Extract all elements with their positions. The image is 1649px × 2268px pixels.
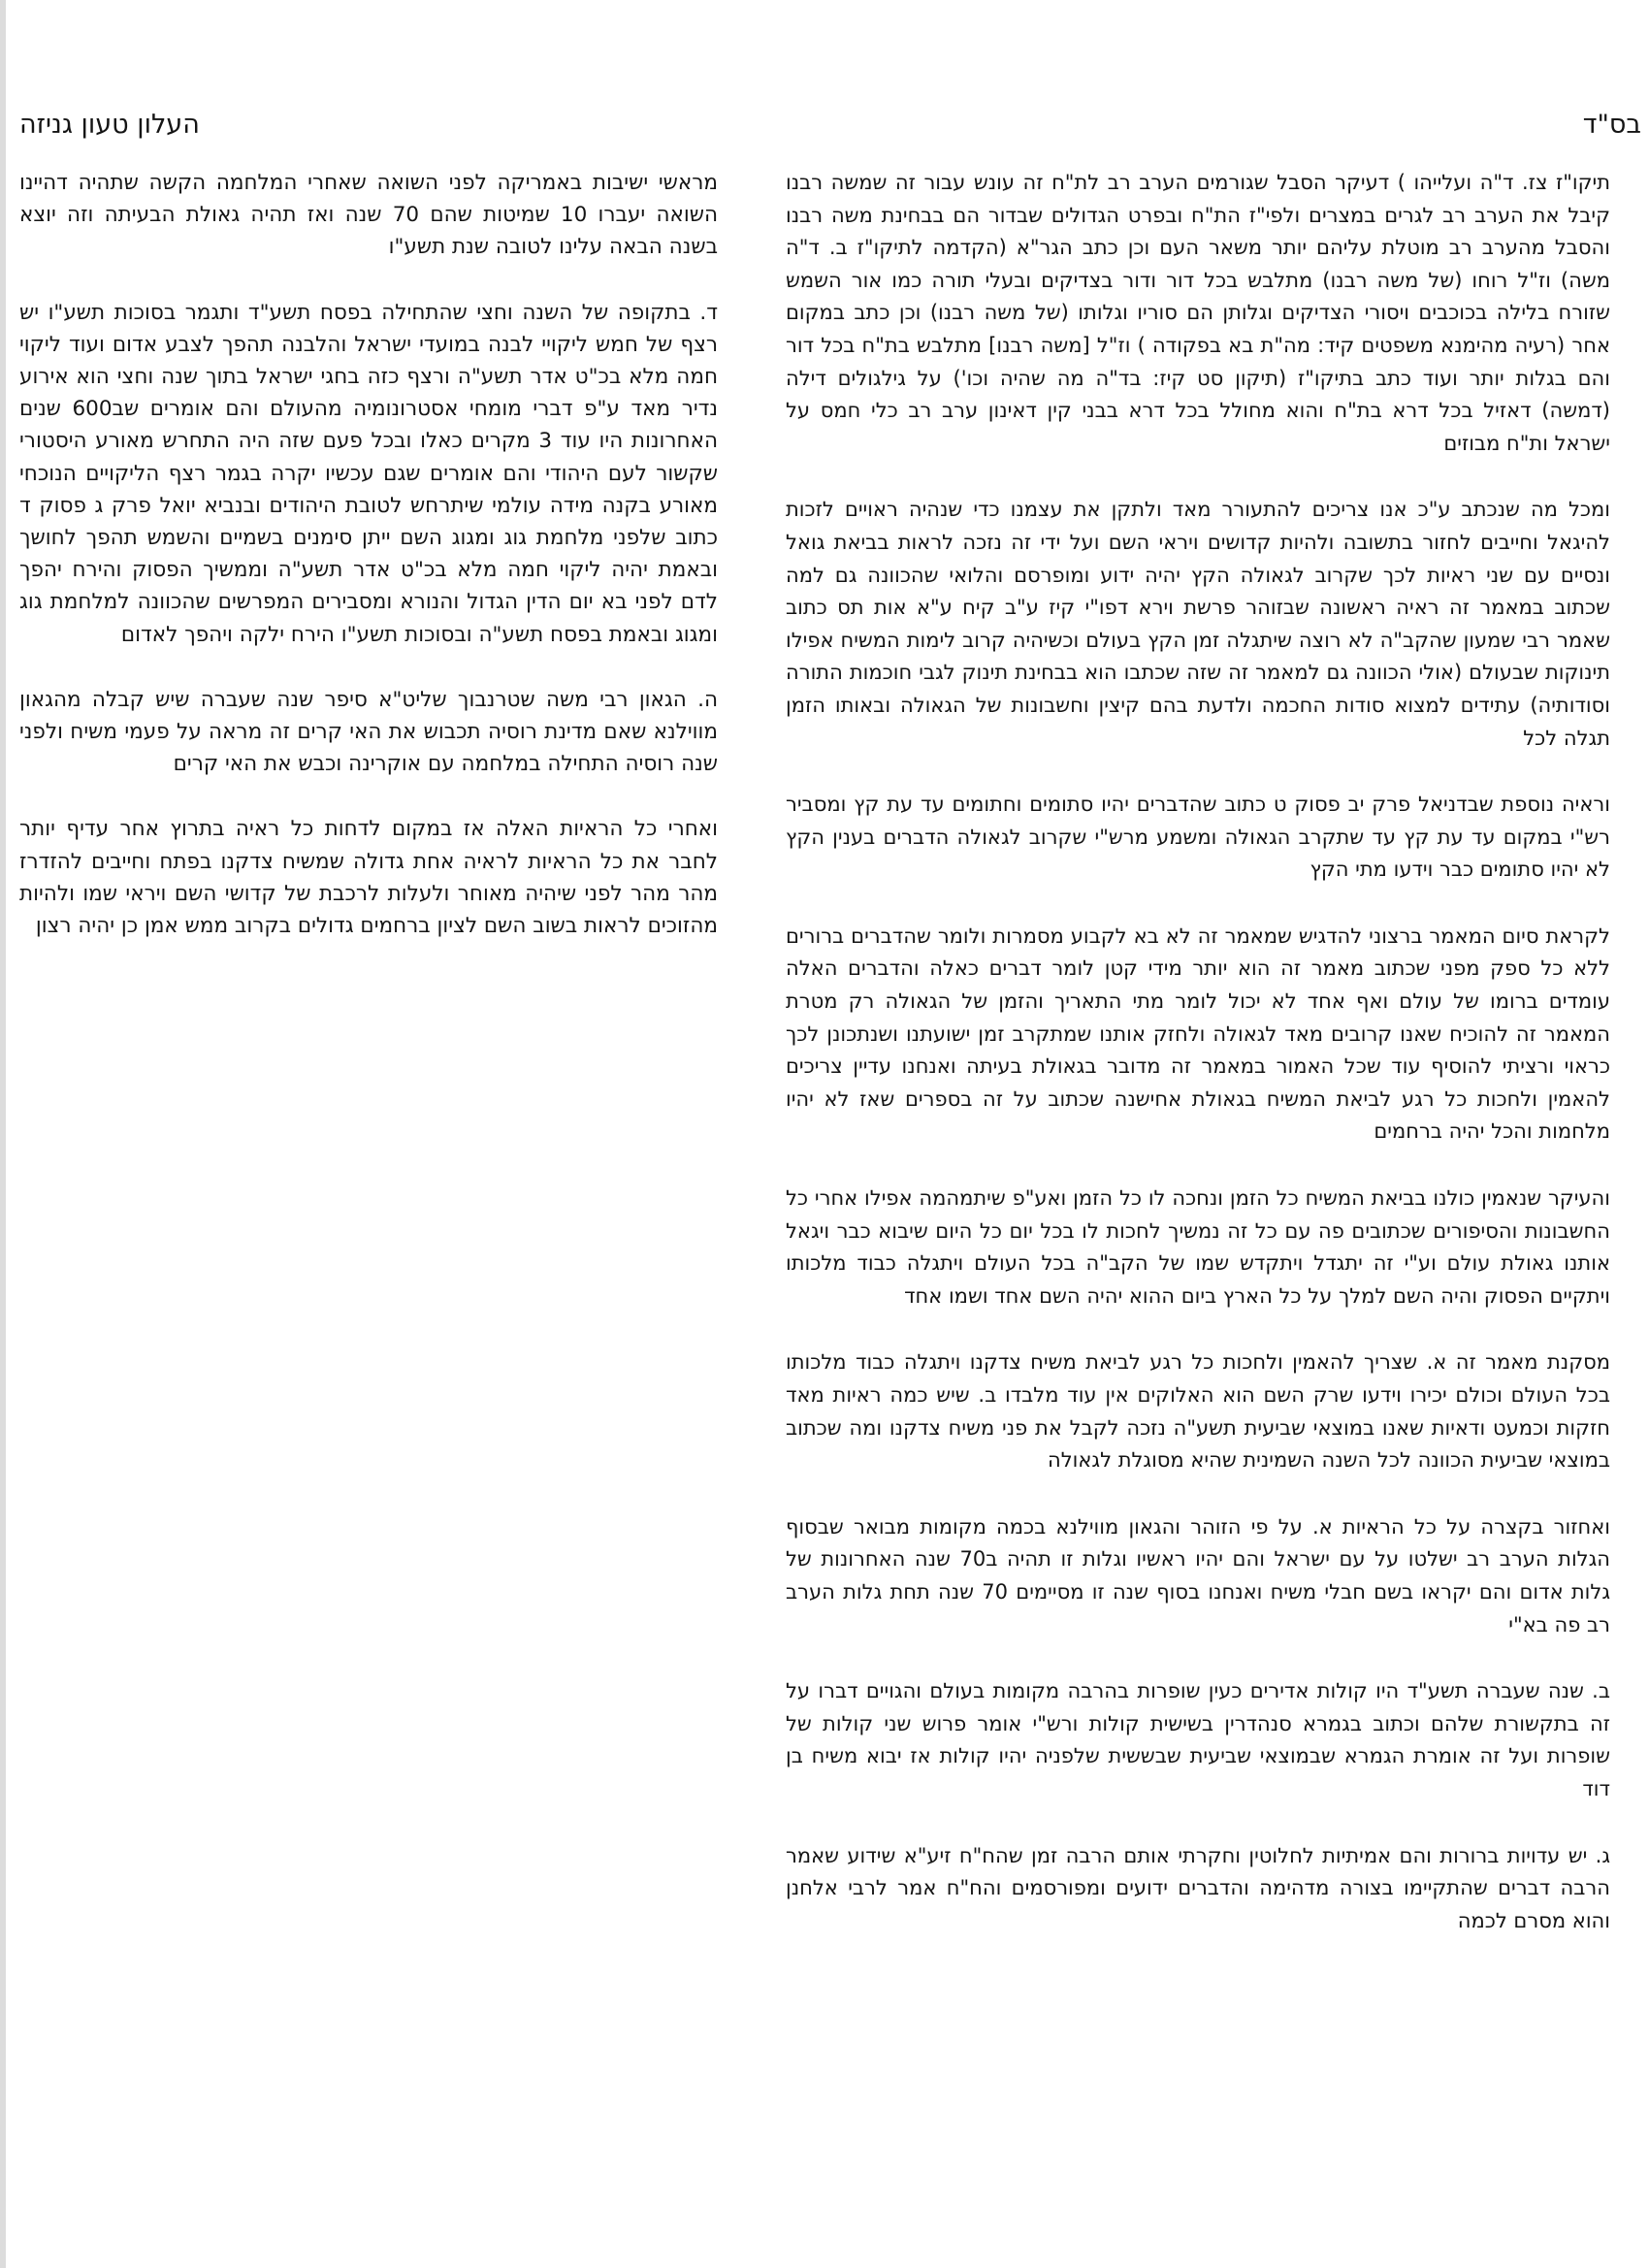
paragraph: ד. בתקופה של השנה וחצי שהתחילה בפסח תשע"ד ותגמר בסוכות תשע"ו יש רצף של חמש ליקויי לבנה במועדי ישראל והלבנה תהפך לצבע אדום ועוד ליקוי חמה מלא בכ"ט אדר תשע"ה ורצף כזה בחגי ישראל בתוך שנה וחצי הוא אירוע נדיר מאד ע"פ דברי מומחי אסטרונומיה מהעולם והם אומרים שב600 שנים האחרונות היו עוד 3 מקרים כאלו ובכל פעם שזה היה התחרש מאורע היסטורי שקשור לעם היהודי והם אומרים שגם עכשיו יקרה בגמר רצף הליקויים הנוכחי מאורע בקנה מידה עולמי שיתרחש לטובת היהודים ובנביא יואל פרק ג פסוק ד כתוב שלפני מלחמת גוג ומגוג השם ייתן סימנים בשמיים והשמש תהפך לחושך ובאמת יהיה ליקוי חמה מלא בכ"ט אדר תשע"ה וממשיך הפסוק והירח יהפך לדם לפני בא יום הדין הגדול והנורא ומסבירים המפרשים שהכוונה למלחמת גוג ומגוג ובאמת בפסח תשע"ה ובסוכות תשע"ו הירח ילקה ויהפך לאדום bbox=[19, 300, 718, 647]
paragraph: ב. שנה שעברה תשע"ד היו קולות אדירים כעין שופרות בהרבה מקומות בעולם והגויים דברו על זה בתקשורת שלהם וכתוב בגמרא סנהדרין בשישית קולות ורש"י אומר פרוש שני קולות של שופרות ועל זה אומרת הגמרא שבמוצאי שביעית שבששית שלפניה יהיו קולות אז יבוא משיח בן דוד bbox=[786, 1679, 1610, 1800]
left-column bbox=[19, 167, 718, 975]
paragraph: והעיקר שנאמין כולנו בביאת המשיח כל הזמן ונחכה לו כל הזמן ואע"פ שיתמהמה אפילו אחרי כל החשבונות והסיפורים שכתובים פה עם כל זה נמשיך לחכות לו בכל יום כל היום שיבוא כבר ויגאל אותנו גאולת עולם וע"י זה יתגדל ויתקדש שמו של הקב"ה בכל העולם ויתגלה כבוד מלכותו ויתקיים הפסוק והיה השם למלך על כל הארץ ביום ההוא יהיה השם אחד ושמו אחד bbox=[786, 1186, 1610, 1308]
right-column bbox=[786, 167, 1610, 1971]
paragraph: וראיה נוספת שבדניאל פרק יב פסוק ט כתוב שהדברים יהיו סתומים וחתומים עד עת קץ ומסביר רש"י במקום עד עת קץ עד שתקרב הגאולה ומשמע מרש"י שקרוב לגאולה הדברים בענין הקץ לא יהיו סתומים כבר וידעו מתי הקץ bbox=[786, 793, 1610, 882]
paragraph: ג. יש עדויות ברורות והם אמיתיות לחלוטין וחקרתי אותם הרבה זמן שהח"ח זיע"א שידוע שאמר הרבה דברים שהתקיימו בצורה מדהימה והדברים ידועים ומפורסמים והח"ח אמר לרבי אלחנן והוא מסרם לכמה bbox=[786, 1843, 1610, 1932]
paragraph: ואחזור בקצרה על כל הראיות א. על פי הזוהר והגאון מווילנא בכמה מקומות מבואר שבסוף הגלות הערב רב ישלטו על עם ישראל והם יהיו ראשיו וגלות זו תהיה ב70 שנה האחרונות של גלות אדום והם יקראו בשם חבלי משיח ואנחנו בסוף שנה זו מסיימים 70 שנה תחת גלות הערב רב פה בא"י bbox=[786, 1514, 1610, 1636]
paragraph: לקראת סיום המאמר ברצוני להדגיש שמאמר זה לא בא לקבוע מסמרות ולומר שהדברים ברורים ללא כל ספק מפני שכתוב מאמר זה הוא יותר מידי קטן לומר דברים כאלה והדברים האלה עומדים ברומו של עולם ואף אחד לא יכול לומר מתי התאריך והזמן של הגאולה רק מטרת המאמר זה להוכיח שאנו קרובים מאד לגאולה ולחזק אותנו שמתקרב זמן ישועתנו ושנתכונן לכך כראוי ורציתי להוסיף עוד שכל האמור במאמר זה מדובר בגאולת בעיתה ואנחנו עדיין צריכים להאמין ולחכות כל רגע לביאת המשיח בגאולת אחישנה שכתוב על זה בספרים שאז לא יהיו מלחמות והכל יהיה ברחמים bbox=[786, 923, 1610, 1144]
header-geniza-notice: העלון טעון גניזה bbox=[19, 110, 200, 140]
paragraph: מסקנת מאמר זה א. שצריך להאמין ולחכות כל רגע לביאת משיח צדקנו ויתגלה כבוד מלכותו בכל העולם וכולם יכירו וידעו שרק השם הוא האלוקים אין עוד מלבדו ב. שיש כמה ראיות מאד חזקות וכמעט ודאיות שאנו במוצאי שביעית תשע"ה נזכה לקבל את פני משיח צדקנו ומה שכתוב במוצאי שביעית הכוונה לכל השנה השמינית שהיא מסוגלת לגאולה bbox=[786, 1350, 1610, 1473]
paragraph: ומכל מה שנכתב ע"כ אנו צריכים להתעורר מאד ולתקן את עצמנו כדי שנהיה ראויים לזכות להיגאל וחייבים לחזור בתשובה ולהיות קדושים ויראי השם ועל ידי זה נזכה לראות בביאת גואל ונסיים עם שני ראיות לכך שקרוב לגאולה הקץ יהיה ידוע ומופרסם והלואי שהכוונה גם למה שכתוב במאמר זה ראיה ראשונה שבזוהר פרשת וירא דפו"י קיז ע"ב קיח ע"א אות תס כתוב שאמר רבי שמעון שהקב"ה לא רוצה שיתגלה זמן הקץ בעולם וכשיהיה קרוב לימות המשיח אפילו תינוקות שבעולם (אולי הכוונה גם למאמר זה שזה שכתבו הוא בבחינת תינוק לגבי חוכמות התורה וסודותיה) עתידים למצוא סודות החכמה ולדעת בהם קיצין וחשבונות של הגאולה ובאותו הזמן תגלה לכל bbox=[786, 498, 1610, 750]
header-besiyata-dishmaya: בס"ד bbox=[1582, 110, 1641, 140]
paragraph: ואחרי כל הראיות האלה אז במקום לדחות כל ראיה בתרוץ אחר עדיף יותר לחבר את כל הראיות לראיה אחת גדולה שמשיח צדקנו בפתח וחייבים להזדרז מהר מהר לפני שיהיה מאוחר ולעלות לרכבת של קדושי השם ויראי שמו ולהיות מהזוכים לראות בשוב השם לציון ברחמים גדולים בקרוב ממש אמן כן יהיה רצון bbox=[19, 817, 718, 939]
paragraph: תיקו"ז צז. ד"ה ועלייהו ) דעיקר הסבל שגורמים הערב רב לת"ח זה עונש עבור זה שמשה רבנו קיבל את הערב רב לגרים במצרים ולפי"ז הת"ח ובפרט הגדולים שבדור הם בבחינת משה רבנו והסבל מהערב רב מוטלת עליהם יותר משאר העם וכן כתב הגר"א (הקדמה לתיקו"ז ב. ד"ה משה) וז"ל רוחו (של משה רבנו) מתלבש בכל דור ודור בצדיקים ובעלי תורה כמו אור השמש שזורח בלילה בכוכבים ויסורי הצדיקים וגלותן הם סוריו וגלותו (של משה רבנו) וכן כתב במקום אחר (רעיה מהימנא משפטים קיד: מה"ת בא בפקודה ) וז"ל [משה רבנו] מתלבש בת"ח בכל דור והם בגלות יותר ועוד כתב בתיקו"ז (תיקון סט קיז: בד"ה מה שהיה וכו') על גילגולים דילה (דמשה) דאזיל בכל דרא בת"ח והוא מחולל בכל דרא בבני קין דאינון ערב רב כלי חמס על ישראל ות"ח מבוזים bbox=[786, 171, 1610, 455]
paragraph: מראשי ישיבות באמריקה לפני השואה שאחרי המלחמה הקשה שתהיה דהיינו השואה יעברו 10 שמיטות שהם 70 שנה ואז תהיה גאולת הבעיתה וזה יוצא בשנה הבאה עלינו לטובה שנת תשע"ו bbox=[19, 171, 718, 260]
paragraph: ה. הגאון רבי משה שטרנבוך שליט"א סיפר שנה שעברה שיש קבלה מהגאון מווילנא שאם מדינת רוסיה תכבוש את האי קרים זה מראה על פעמי משיח ולפני שנה רוסיה התחילה במלחמה עם אוקרינה וכבש את האי קרים bbox=[19, 687, 718, 777]
